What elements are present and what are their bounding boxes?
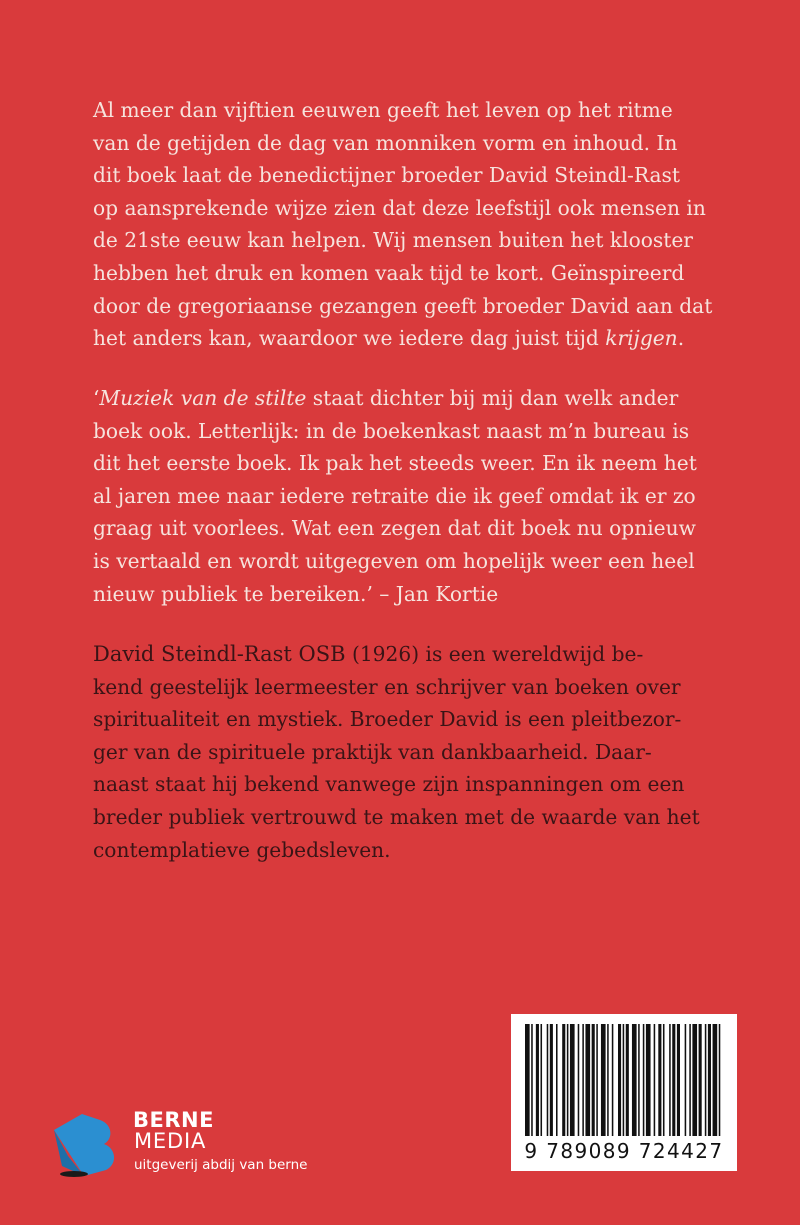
bio-line: spiritualiteit en mystiek. Broeder David is een pleitbezor- <box>93 707 682 732</box>
quote-line: boek ook. Letterlijk: in de boekenkast naast m’n bureau is <box>93 418 690 443</box>
blurb-line: op aansprekende wijze zien dat deze leefstijl ook mensen in <box>93 195 706 220</box>
publisher-logo <box>48 1108 308 1178</box>
blurb-line: van de getijden de dag van monniken vorm en inhoud. In <box>93 130 678 155</box>
quote-first-line <box>93 382 733 415</box>
quote-line: is vertaald en wordt uitgegeven om hopelijk weer een heel <box>93 548 695 573</box>
blurb-line: dit boek laat de benedictijner broeder David Steindl-Rast <box>93 163 681 188</box>
quoted-book-title: Muziek van de stilte <box>99 386 307 410</box>
blurb-last-line-text: het anders kan, waardoor we iedere dag juist tijd <box>93 326 606 351</box>
bio-line: ger van de spirituele praktijk van dankbaarheid. Daar- <box>93 739 652 764</box>
berne-media-logo-icon <box>48 1108 124 1178</box>
quote-first-line-text: staat dichter bij mij dan welk ander <box>306 386 679 410</box>
quote-line: nieuw publiek te bereiken.’ – Jan Kortie <box>93 581 499 606</box>
isbn-number: 9 789089 724427 <box>524 1139 724 1163</box>
blurb-line: de 21ste eeuw kan helpen. Wij mensen buiten het klooster <box>93 228 693 253</box>
bio-first-line-text: (1926) is een wereldwijd be- <box>345 642 644 666</box>
quote-line: al jaren mee naar iedere retraite die ik geef omdat ik er zo <box>93 483 696 508</box>
author-name: David Steindl-Rast OSB <box>93 642 346 666</box>
bio-line: naast staat hij bekend vanwege zijn inspanningen om een <box>93 772 685 797</box>
bio-first-line <box>93 638 733 671</box>
author-bio <box>93 638 733 866</box>
publisher-name-line2: MEDIA <box>134 1129 207 1153</box>
blurb-emphasis: krijgen <box>605 326 678 351</box>
bio-line: breder publiek vertrouwd te maken met de waarde van het <box>93 804 700 829</box>
publisher-name-line1: BERNE <box>133 1108 214 1132</box>
quote-open-mark: ‘ <box>93 386 100 410</box>
quote-line: dit het eerste boek. Ik pak het steeds weer. En ik neem het <box>93 451 697 476</box>
quote-line: graag uit voorlees. Wat een zegen dat dit boek nu opnieuw <box>93 516 696 541</box>
blurb-paragraph <box>93 94 733 355</box>
bio-line: kend geestelijk leermeester en schrijver van boeken over <box>93 674 681 699</box>
blurb-line: hebben het druk en komen vaak tijd te kort. Geïnspireerd <box>93 260 685 285</box>
publisher-tagline: uitgeverij abdij van berne <box>134 1157 308 1173</box>
blurb-last-line-end: . <box>677 326 685 351</box>
bio-line: contemplatieve gebedsleven. <box>93 837 391 862</box>
blurb-line: Al meer dan vijftien eeuwen geeft het leven op het ritme <box>93 98 673 122</box>
blurb-last-line <box>93 322 733 355</box>
blurb-line: door de gregoriaanse gezangen geeft broeder David aan dat <box>93 293 713 318</box>
endorsement-quote <box>93 382 733 610</box>
isbn-barcode <box>511 1014 737 1171</box>
